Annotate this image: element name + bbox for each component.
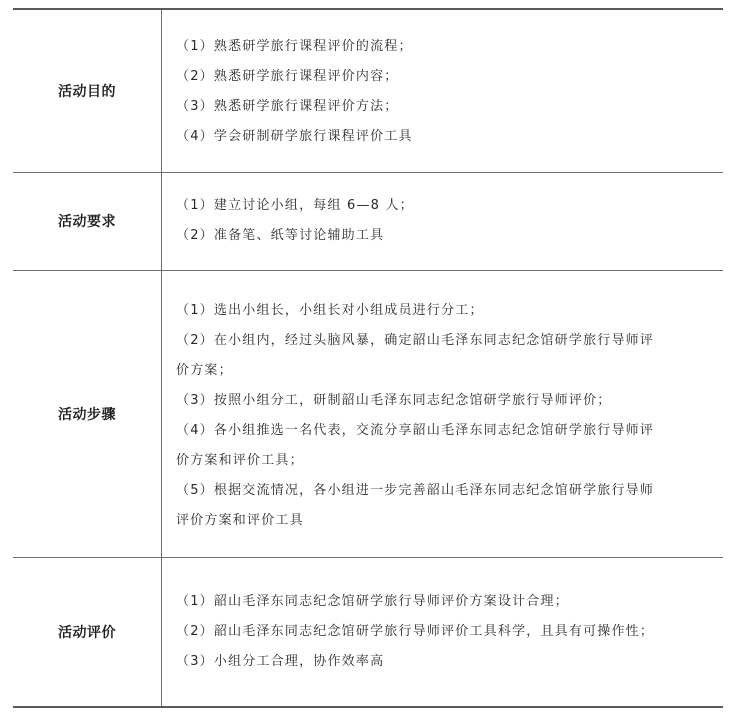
list-item: （4）各小组推选一名代表，交流分享韶山毛泽东同志纪念馆研学旅行导师评 xyxy=(176,422,655,438)
row-label-evaluation: 活动评价 xyxy=(13,557,162,707)
list-item: （1）韶山毛泽东同志纪念馆研学旅行导师评价方案设计合理； xyxy=(176,593,569,609)
table-row xyxy=(13,172,723,270)
list-item: （2）韶山毛泽东同志纪念馆研学旅行导师评价工具科学，且具有可操作性； xyxy=(176,623,655,639)
list-item: （2）熟悉研学旅行课程评价内容； xyxy=(176,68,399,84)
list-item: （5）根据交流情况，各小组进一步完善韶山毛泽东同志纪念馆研学旅行导师 xyxy=(176,482,655,498)
table-row xyxy=(13,9,723,172)
row-content-steps xyxy=(162,270,724,557)
table-row xyxy=(13,270,723,557)
list-item: （2）准备笔、纸等讨论辅助工具 xyxy=(176,228,385,243)
row-label-requirements: 活动要求 xyxy=(13,172,162,270)
row-content-requirements xyxy=(162,172,724,270)
list-item: （2）在小组内，经过头脑风暴，确定韶山毛泽东同志纪念馆研学旅行导师评 xyxy=(176,332,655,348)
list-item: （3）熟悉研学旅行课程评价方法； xyxy=(176,98,399,114)
list-item: 价方案和评价工具； xyxy=(176,452,304,468)
row-content-purpose xyxy=(162,9,724,172)
list-item: （3）按照小组分工，研制韶山毛泽东同志纪念馆研学旅行导师评价； xyxy=(176,392,612,408)
list-item: （1）建立讨论小组，每组 6—8 人； xyxy=(176,198,414,213)
list-item: （1）选出小组长，小组长对小组成员进行分工； xyxy=(176,302,484,318)
row-content-evaluation xyxy=(162,557,724,707)
list-item: （4）学会研制研学旅行课程评价工具 xyxy=(176,128,413,144)
list-item: 价方案； xyxy=(176,362,233,378)
row-label-purpose: 活动目的 xyxy=(13,9,162,172)
list-item: 评价方案和评价工具 xyxy=(176,512,304,528)
list-item: （1）熟悉研学旅行课程评价的流程； xyxy=(176,38,413,54)
table-row xyxy=(13,557,723,707)
row-label-steps: 活动步骤 xyxy=(13,270,162,557)
activity-table xyxy=(13,8,723,708)
list-item: （3）小组分工合理，协作效率高 xyxy=(176,653,385,669)
